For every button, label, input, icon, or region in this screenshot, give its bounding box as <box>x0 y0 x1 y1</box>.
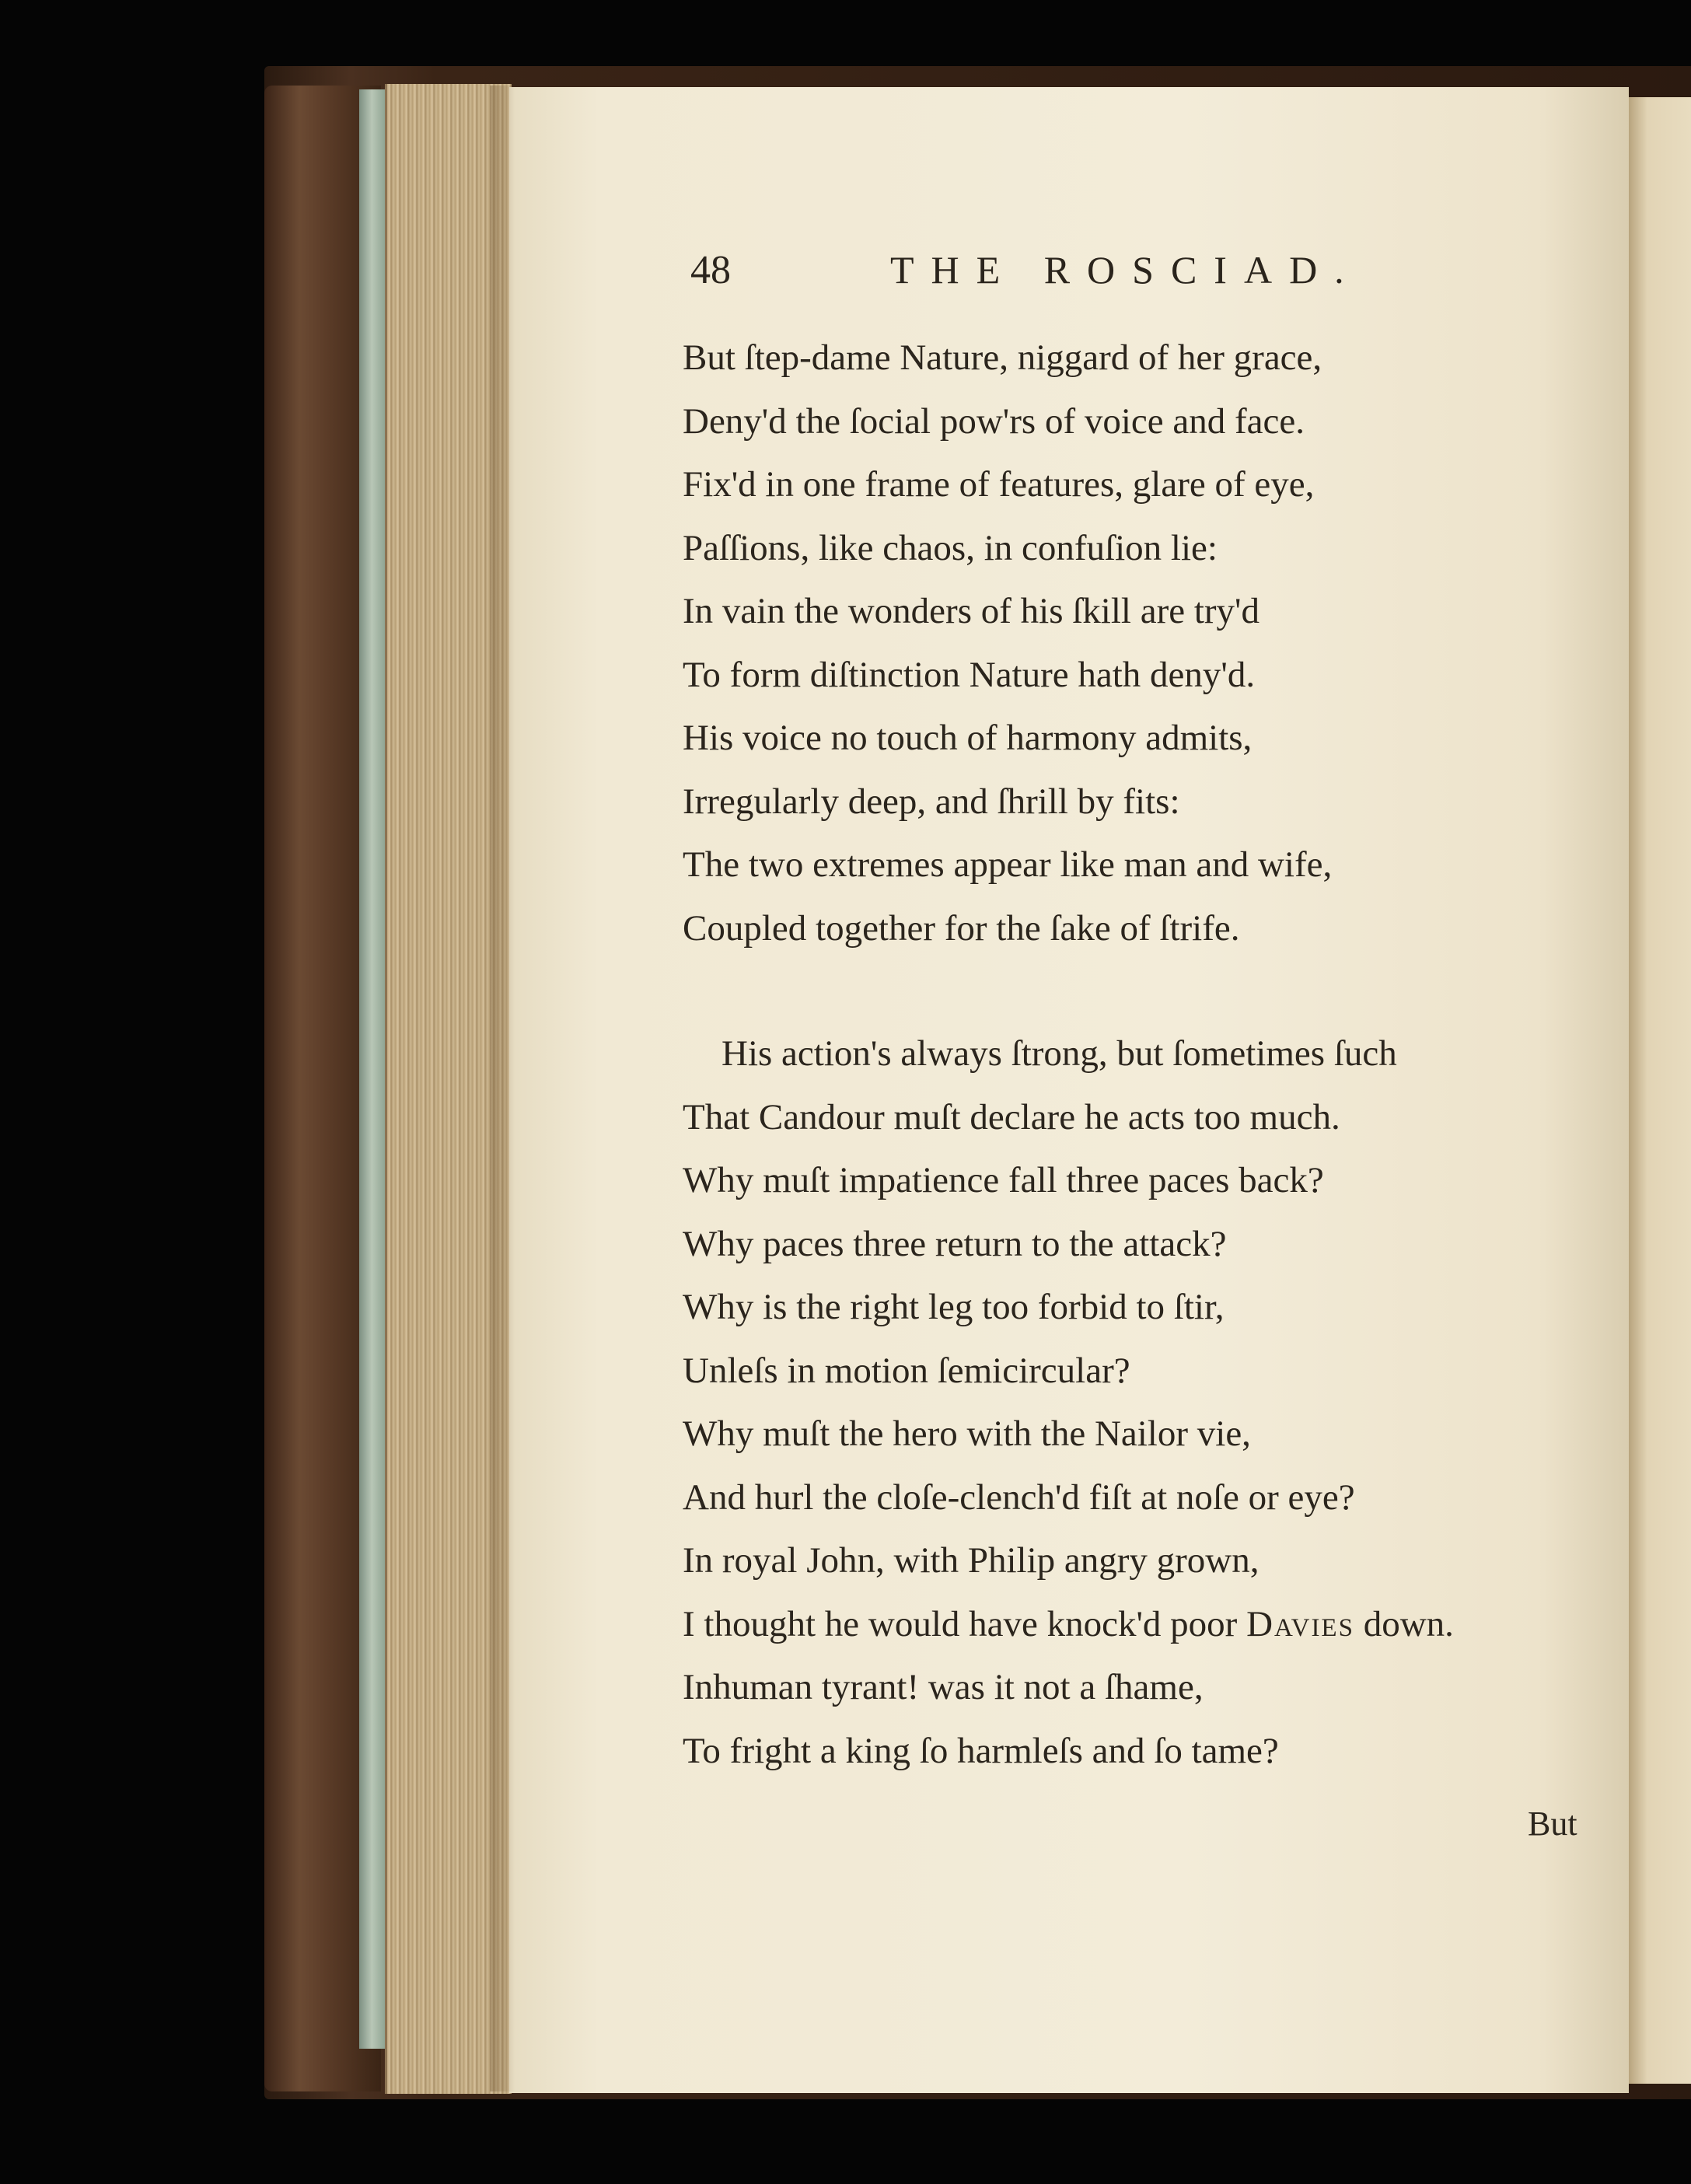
verse-line: In royal John, with Philip angry grown, <box>683 1540 1260 1581</box>
name-smallcaps: Davies <box>1246 1603 1354 1644</box>
verse-line: And hurl the cloſe-clench'd fiſt at noſe or eye? <box>683 1476 1355 1518</box>
stanza-break <box>683 960 1600 1022</box>
verse-line: Fix'd in one frame of features, glare of eye, <box>683 464 1315 505</box>
verse-fragment: I thought he would have knock'd poor <box>683 1603 1247 1644</box>
verse-line: To fright a king ſo harmleſs and ſo tame? <box>683 1730 1279 1771</box>
facing-page-edge <box>1629 97 1691 2084</box>
verse-line: Inhuman tyrant! was it not a ſhame, <box>683 1667 1204 1707</box>
verse-line: His voice no touch of harmony admits, <box>683 718 1253 758</box>
verse-line <box>683 1593 1600 1657</box>
verse-line: That Candour muſt declare he acts too much. <box>683 1096 1340 1137</box>
verse-line: Why paces three return to the attack? <box>683 1223 1227 1264</box>
verse-line: Unleſs in motion ſemicircular? <box>683 1350 1130 1391</box>
verse-line: The two extremes appear like man and wife, <box>683 844 1333 885</box>
book-title: THE ROSCIAD. <box>890 248 1361 292</box>
verse-line: Coupled together for the ſake of ſtrife. <box>683 907 1240 949</box>
verse-line: Why is the right leg too forbid to ſtir, <box>683 1287 1225 1327</box>
stanza-2 <box>683 1022 1600 1783</box>
catchword: But <box>1528 1805 1577 1843</box>
verse-line: Why muſt the hero with the Nailor vie, <box>683 1413 1251 1454</box>
verse-line: To form diſtinction Nature hath deny'd. <box>683 654 1256 695</box>
endpaper-edge <box>359 89 387 2049</box>
verse-line: Irregularly deep, and ſhrill by fits: <box>683 781 1180 822</box>
running-head <box>684 247 1423 309</box>
verse-line: Why muſt impatience fall three paces back? <box>683 1160 1324 1200</box>
verse-line: In vain the wonders of his ſkill are try'd <box>683 591 1260 631</box>
verse-line: But ſtep-dame Nature, niggard of her grace, <box>683 337 1322 378</box>
poem-text <box>683 327 1600 1783</box>
gutter-shadow <box>490 86 515 2091</box>
verse-line-indented: His action's always ſtrong, but ſometimes ſuch <box>721 1033 1397 1074</box>
page-number: 48 <box>690 248 731 292</box>
verse-fragment: down. <box>1354 1603 1454 1644</box>
verse-line: Deny'd the ſocial pow'rs of voice and face. <box>683 400 1305 442</box>
verse-line: Paſſions, like chaos, in confuſion lie: <box>683 527 1218 568</box>
stanza-1 <box>683 327 1600 960</box>
